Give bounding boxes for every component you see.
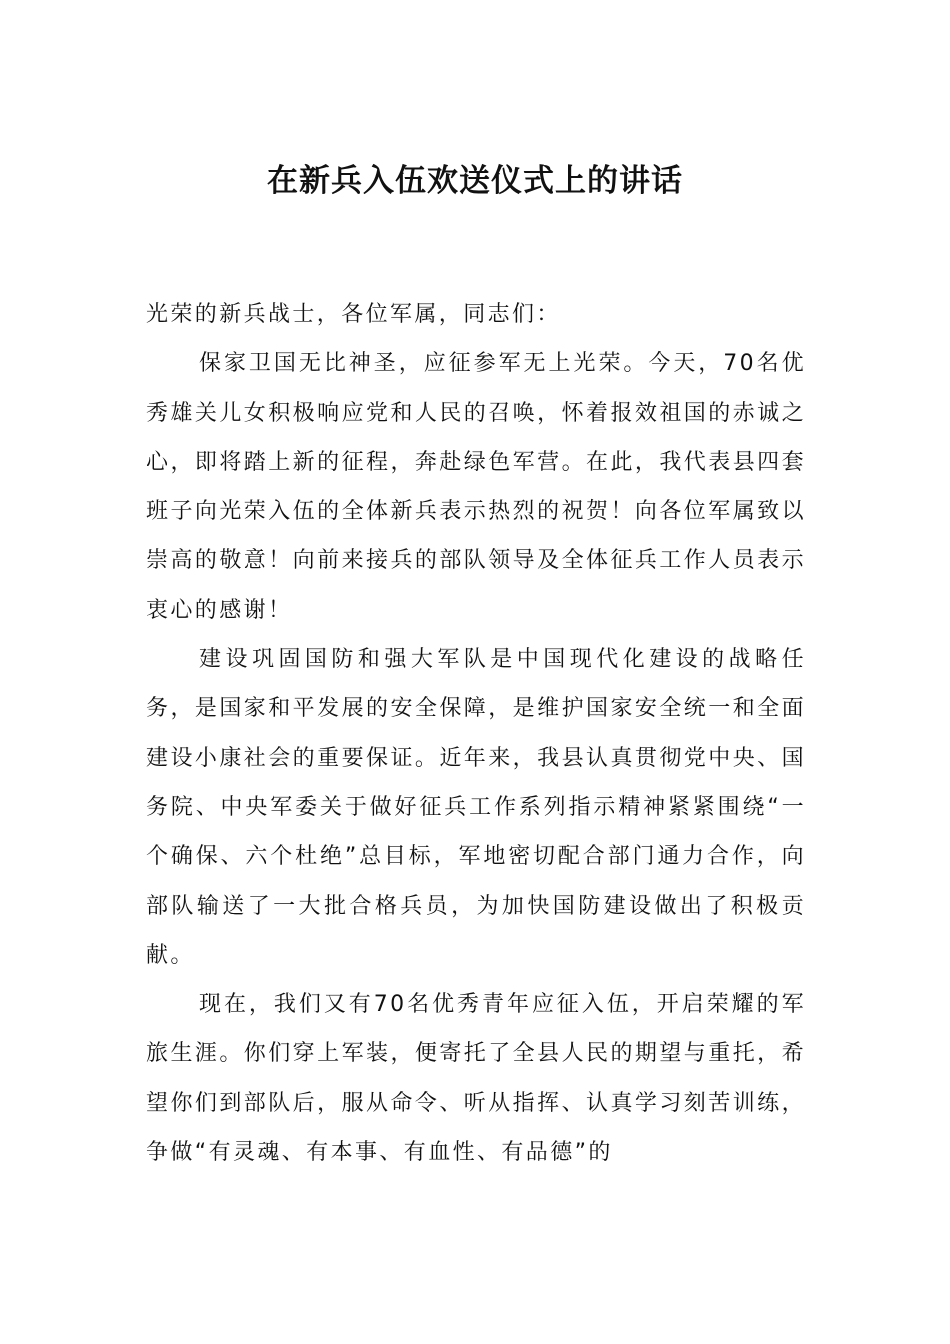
paragraph-1: 保家卫国无比神圣，应征参军无上光荣。今天，70名优秀雄关儿女积极响应党和人民的召唤，怀着报效祖国的赤诚之心，即将踏上新的征程，奔赴绿色军营。在此，我代表县四套班子向光荣入伍的全体新兵表示热烈的祝贺！向各位军属致以崇高的敬意！向前来接兵的部队领导及全体征兵工作人员表示衷心的感谢！ — [146, 351, 806, 623]
document-title: 在新兵入伍欢送仪式上的讲话 — [267, 163, 683, 199]
paragraph-3: 现在，我们又有70名优秀青年应征入伍，开启荣耀的军旅生涯。你们穿上军装，便寄托了全县人民的期望与重托，希望你们到部队后，服从命令、听从指挥、认真学习刻苦训练，争做“有灵魂、有本事、有血性、有品德”的 — [146, 992, 806, 1166]
document-body — [146, 290, 806, 1177]
paragraph-2: 建设巩固国防和强大军队是中国现代化建设的战略任务，是国家和平发展的安全保障，是维护国家安全统一和全面建设小康社会的重要保证。近年来，我县认真贯彻党中央、国务院、中央军委关于做好征兵工作系列指示精神紧紧围绕“一个确保、六个杜绝”总目标，军地密切配合部门通力合作，向部队输送了一大批合格兵员，为加快国防建设做出了积极贡献。 — [146, 647, 806, 968]
salutation: 光荣的新兵战士，各位军属，同志们： — [146, 302, 561, 327]
